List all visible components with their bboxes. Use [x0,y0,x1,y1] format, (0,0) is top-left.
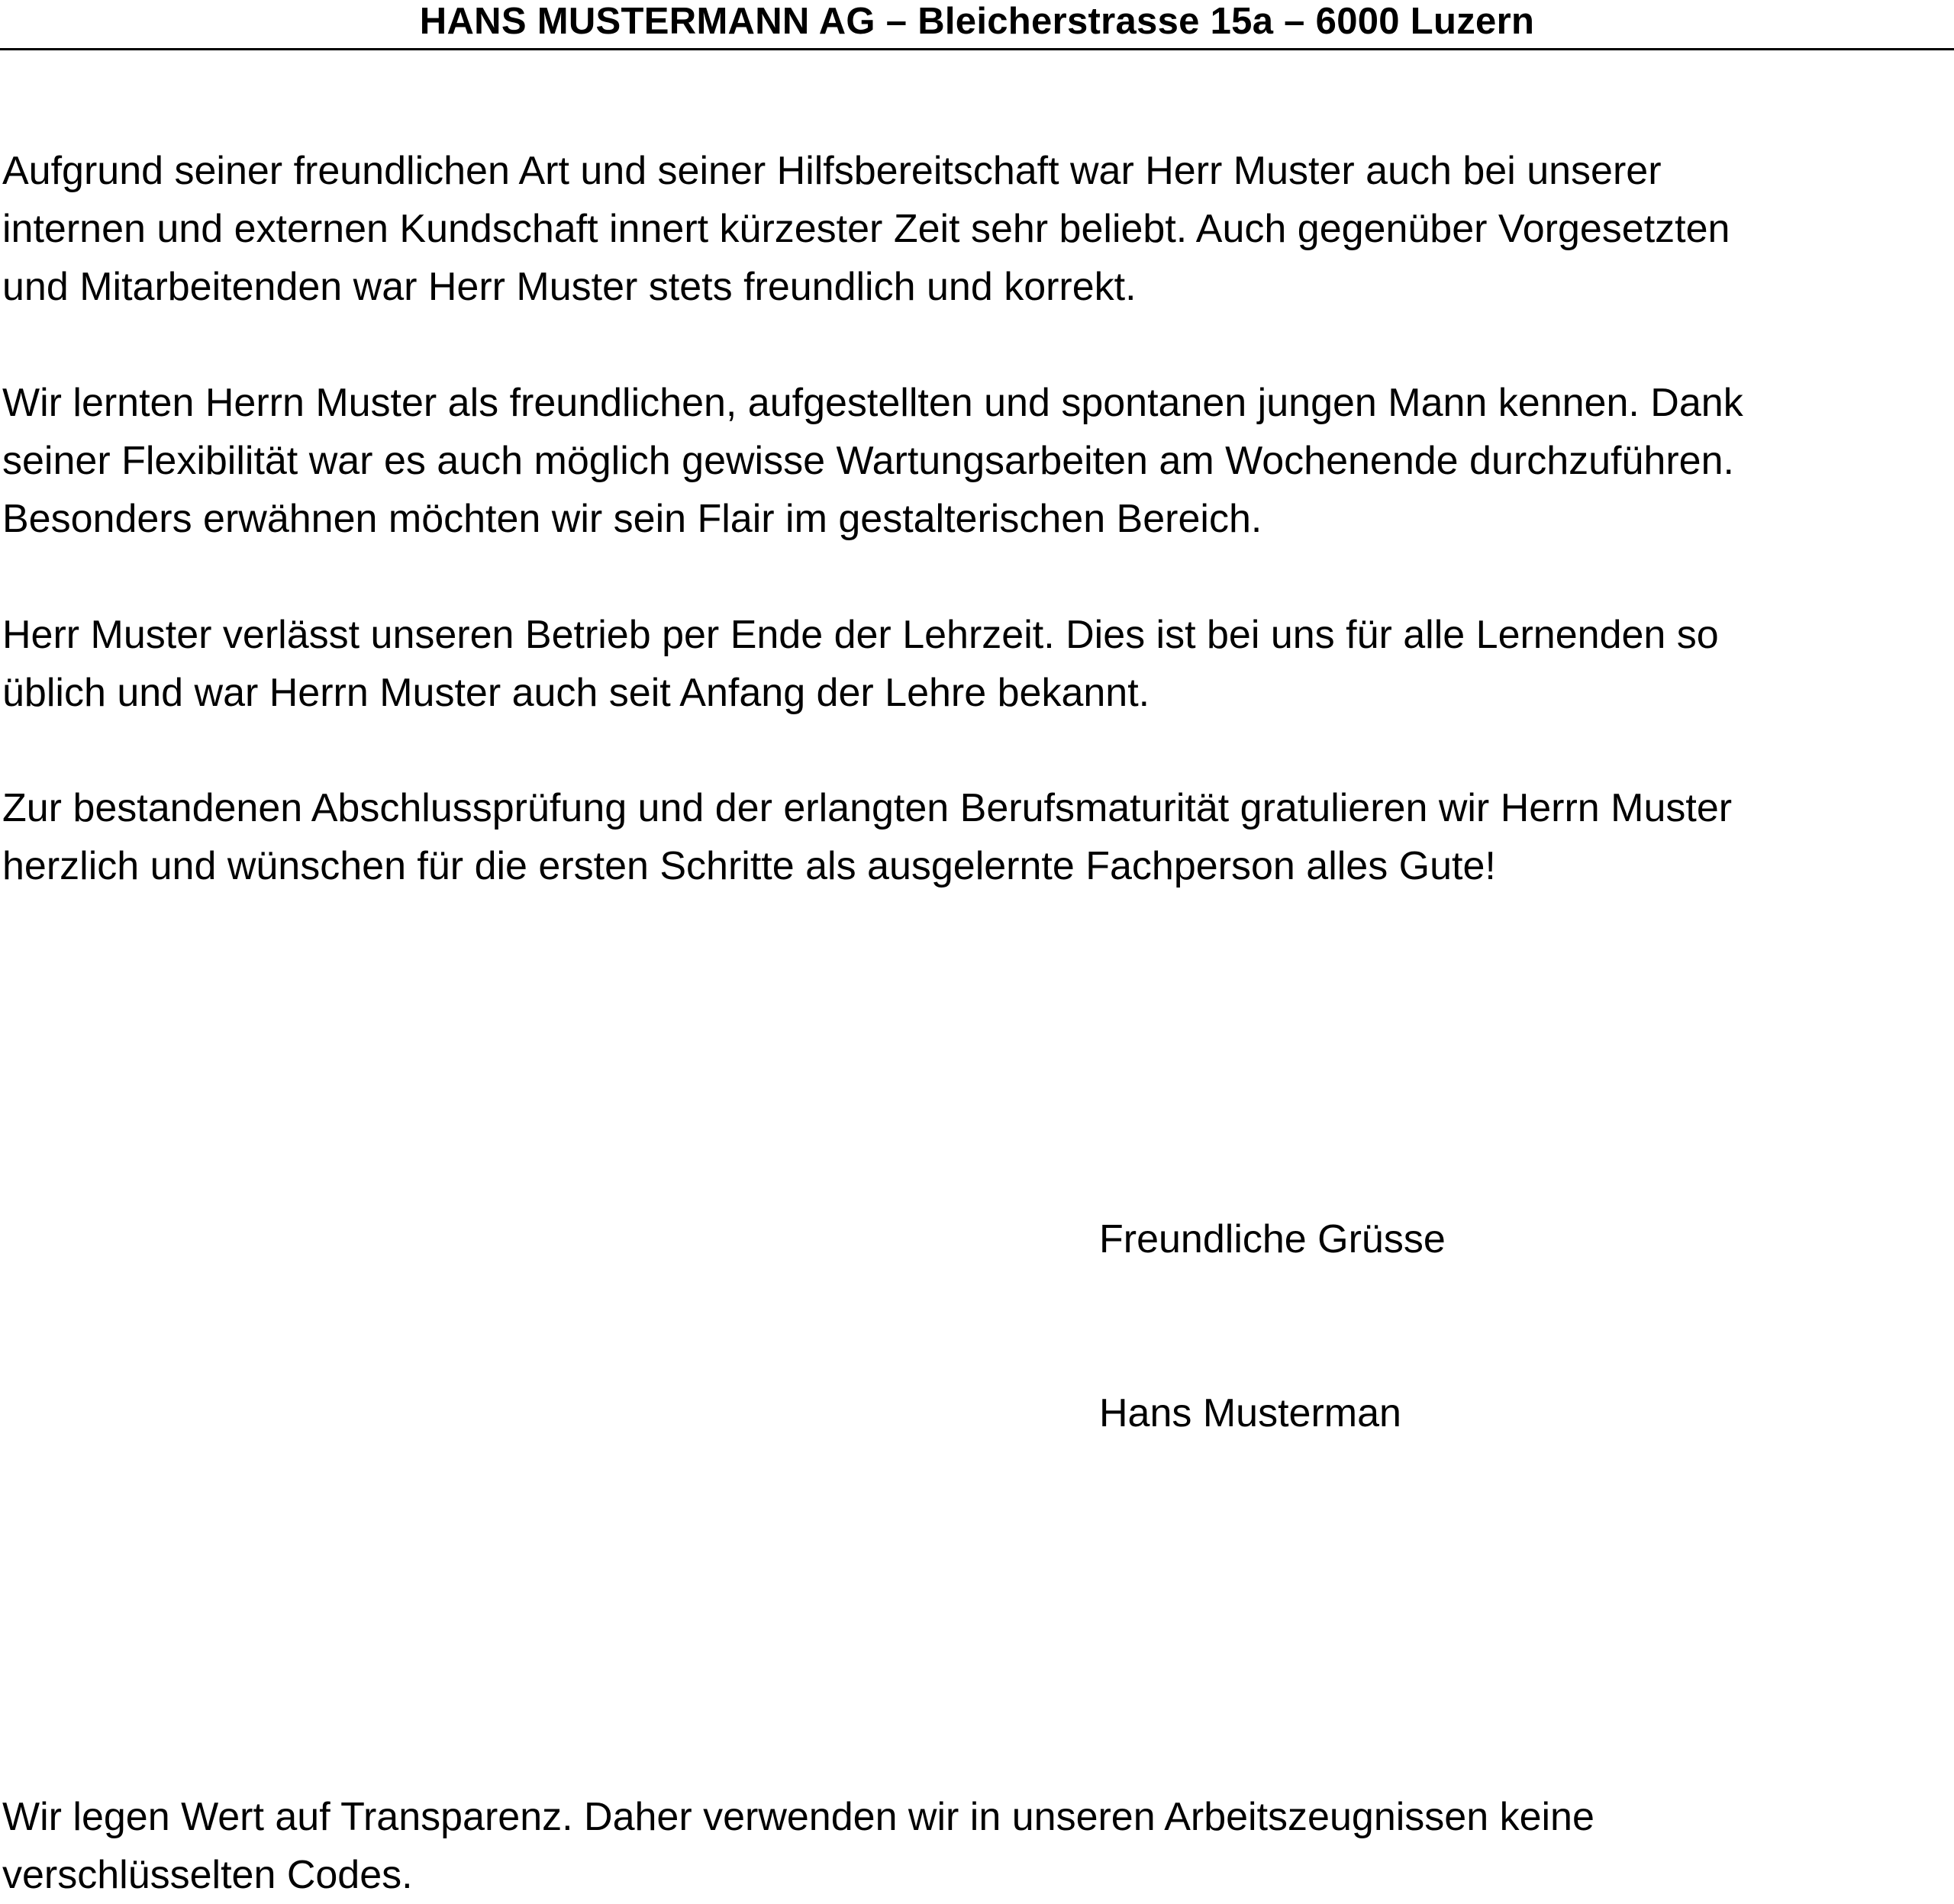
paragraph-character [2,142,1949,316]
paragraph-line: Wir lernten Herrn Muster als freundlichen, aufgestellten und spontanen jungen Mann kennen. Dank [2,381,1743,425]
letterhead [0,0,1954,50]
paragraph-line: seiner Flexibilität war es auch möglich gewisse Wartungsarbeiten am Wochenende durchzuführen. [2,439,1734,483]
footer-note-line: Wir legen Wert auf Transparenz. Daher verwenden wir in unseren Arbeitszeugnissen keine [2,1795,1594,1839]
footer-note [2,1788,1949,1904]
paragraph-line: und Mitarbeitenden war Herr Muster stets freundlich und korrekt. [2,265,1137,309]
paragraph-line: Zur bestandenen Abschlussprüfung und der erlangten Berufsmaturität gratulieren wir Herrn Muster [2,786,1733,830]
footer-note-line: verschlüsselten Codes. [2,1853,413,1897]
signer-name: Hans Musterman [1099,1391,1401,1435]
paragraph-personality [2,374,1949,548]
paragraph-line: Besonders erwähnen möchten wir sein Flair im gestalterischen Bereich. [2,497,1262,541]
paragraph-congratulations [2,779,1949,895]
paragraph-line: internen und externen Kundschaft innert kürzester Zeit sehr beliebt. Auch gegenüber Vorgesetzten [2,207,1730,251]
paragraph-line: herzlich und wünschen für die ersten Schritte als ausgelernte Fachperson alles Gute! [2,844,1496,888]
paragraph-line: Herr Muster verlässt unseren Betrieb per Ende der Lehrzeit. Dies ist bei uns für alle Lernenden so [2,613,1719,657]
paragraph-departure [2,606,1949,722]
closing-greeting: Freundliche Grüsse [1099,1217,1446,1261]
company-address-line: HANS MUSTERMANN AG – Bleicherstrasse 15a – 6000 Luzern [419,1,1535,42]
paragraph-line: üblich und war Herrn Muster auch seit Anfang der Lehre bekannt. [2,671,1150,715]
paragraph-line: Aufgrund seiner freundlichen Art und seiner Hilfsbereitschaft war Herr Muster auch bei unserer [2,149,1662,193]
